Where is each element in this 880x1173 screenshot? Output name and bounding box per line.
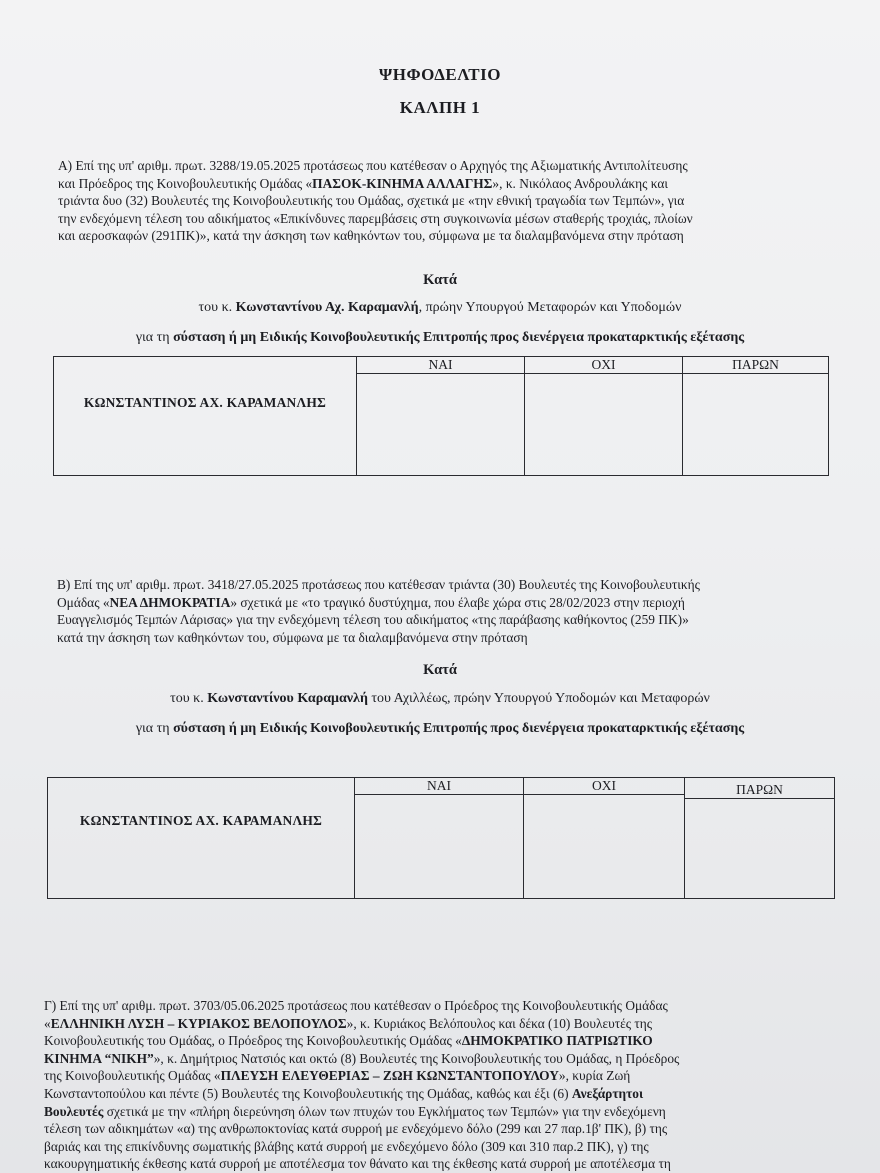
section-a-line [58,192,826,210]
section-a-no-column [525,357,683,475]
section-b-kata: Κατά [423,662,457,678]
section-b-present-column [685,778,834,898]
section-a-yes-box[interactable] [357,375,524,475]
bold-text: ΝΕΑ ΔΗΜΟΚΡΑΤΙΑ [109,594,231,610]
bold-text: ΕΛΛΗΝΙΚΗ ΛΥΣΗ – ΚΥΡΙΑΚΟΣ ΒΕΛΟΠΟΥΛΟΣ [50,1015,347,1031]
bold-text: ΔΗΜΟΚΡΑΤΙΚΟ ΠΑΤΡΙΩΤΙΚΟ [461,1033,653,1049]
section-b-line [57,576,831,594]
section-b-person [0,691,880,707]
text-run: την ενδεχόμενη τέλεση του αδικήματος «Επικίνδυνες παρεμβάσεις στη συγκοινωνία μέσων σταθερής τροχιάς, πλοίων [58,210,693,226]
bold-text: ΠΑΣΟΚ-ΚΙΝΗΜΑ ΑΛΛΑΓΗΣ [312,175,493,191]
text-run: Β) Επί της υπ' αριθμ. πρωτ. 3418/27.05.2025 προτάσεως που κατέθεσαν τριάντα (30) Βουλευτές της Κοινοβουλευτικής [57,577,700,592]
text-run: τέλεση των αδικημάτων «α) της ανθρωποκτονίας κατά συρροή με ενδεχόμενο δόλο (299 και 27 παρ.1β' ΠΚ), β) της [44,1121,668,1137]
text-run: », κ. Δημήτριος Νατσιός και οκτώ (8) Βουλευτές της Κοινοβουλευτικής του Ομάδας, η Πρόεδρος [153,1050,680,1066]
text-run: », κ. Κυριάκος Βελόπουλος και δέκα (10) Βουλευτές της [346,1015,653,1031]
section-b-line [57,611,831,629]
section-c-line [44,1103,836,1121]
text-run: » σχετικά με «το τραγικό δυστύχημα, που έλαβε χώρα στις 28/02/2023 στην περιοχή [230,594,685,610]
section-a-present-column [683,357,828,475]
section-b-yes-box[interactable] [355,796,523,898]
section-a-line [58,175,826,193]
section-a-line [58,210,826,228]
text-run: βαριάς και της επικίνδυνης σωματικής βλάβης κατά συρροή με ενδεχόμενο δόλο (309 και 310 παρ.2 ΠΚ), γ) της [44,1138,649,1154]
section-b-no-column [524,778,685,898]
section-a-line [58,157,826,175]
section-c-line [44,997,836,1015]
text-run: « [44,1015,51,1031]
section-c-text [44,997,836,1173]
section-b-purpose-prefix: για τη [135,721,174,736]
text-run: Γ) Επί της υπ' αριθμ. πρωτ. 3703/05.06.2025 προτάσεως που κατέθεσαν ο Πρόεδρος της Κοινοβουλευτικής Ομάδας [44,998,668,1013]
text-run: και αεροσκαφών (291ΠΚ)», κατά την άσκηση των καθηκόντων του, σύμφωνα με τα διαλαμβανόμενα στην πρόταση [58,228,684,244]
section-b-name-cell [48,778,355,898]
section-c-line [44,1015,836,1033]
section-b-purpose-text: σύσταση ή μη Ειδικής Κοινοβουλευτικής Επιτροπής προς διενέργεια προκαταρκτικής εξέτασης [173,721,745,736]
text-run: Κοινοβουλευτικής του Ομάδας, ο Πρόεδρος της Κοινοβουλευτικής Ομάδας « [44,1033,462,1049]
section-a-no-box[interactable] [525,375,682,475]
bold-text: Ανεξάρτητοι [571,1085,644,1101]
text-run: της Κοινοβουλευτικής Ομάδας « [44,1068,221,1084]
section-b-person-name: Κωνσταντίνου Καραμανλή [207,691,368,706]
section-a-person-suffix: , πρώην Υπουργού Μεταφορών και Υποδομών [418,300,682,315]
document-title: ΨΗΦΟΔΕΛΤΙΟ [379,65,501,84]
text-run: κακουργηματικής έκθεσης κατά συρροή με αποτέλεσμα τον θάνατο και της έκθεσης κατά συρροή με αποτέλεσμα τη [44,1156,671,1172]
section-a-purpose [0,330,880,346]
section-b-no-header: ΟΧΙ [524,778,684,795]
section-a-text [58,157,826,245]
text-run: Α) Επί της υπ' αριθμ. πρωτ. 3288/19.05.2025 προτάσεως που κατέθεσαν ο Αρχηγός της Αξιωματικής Αντιπολίτευσης [58,158,688,173]
section-b-text [57,576,831,646]
section-a-person-prefix: του κ. [198,300,236,315]
section-a-person-name: Κωνσταντίνου Αχ. Καραμανλή [235,300,419,315]
bold-text: ΚΙΝΗΜΑ “ΝΙΚΗ” [44,1050,154,1066]
section-a-line [58,227,826,245]
section-a-purpose-prefix: για τη [135,330,174,345]
text-run: », κυρία Ζωή [558,1068,631,1084]
text-run: », κ. Νικόλαος Ανδρουλάκης και [492,175,668,191]
section-c-line [44,1155,836,1173]
section-a-present-header: ΠΑΡΩΝ [683,357,828,374]
text-run: κατά την άσκηση των καθηκόντων του, σύμφωνα με τα διαλαμβανόμενα στην πρόταση [57,629,528,645]
section-b-present-header: ΠΑΡΩΝ [685,782,834,799]
ballot-box-label: ΚΑΛΠΗ 1 [399,98,481,117]
section-a-yes-column [357,357,525,475]
section-c-line [44,1120,836,1138]
section-c-line [44,1050,836,1068]
section-a-present-box[interactable] [683,375,828,475]
section-b-yes-column [355,778,524,898]
text-run: σχετικά με την «πλήρη διερεύνηση όλων των πτυχών του Εγκλήματος των Τεμπών» για την ενδεχόμενη [103,1103,666,1119]
section-a-ballot-table [53,356,829,476]
section-a-kata: Κατά [423,272,457,288]
section-b-ballot-table [47,777,835,899]
section-a-no-header: ΟΧΙ [525,357,682,374]
bold-text: Βουλευτές [44,1103,104,1119]
section-b-no-box[interactable] [524,796,684,898]
section-a-person [0,300,880,316]
section-c-line [44,1032,836,1050]
section-b-person-suffix: του Αχιλλέως, πρώην Υπουργού Υποδομών και Μεταφορών [367,691,710,706]
section-a-name-cell [54,357,357,475]
section-a-candidate-name: ΚΩΝΣΤΑΝΤΙΝΟΣ ΑΧ. ΚΑΡΑΜΑΝΛΗΣ [83,395,327,410]
text-run: Ομάδας « [57,594,110,610]
section-c-line [44,1067,836,1085]
text-run: Ευαγγελισμός Τεμπών Λάρισας» για την ενδεχόμενη τέλεση του αδικήματος «της παράβασης καθήκοντος (259 ΠΚ)» [57,612,689,628]
text-run: τριάντα δυο (32) Βουλευτές της Κοινοβουλευτικής του Ομάδας, σχετικά με «την εθνική τραγωδία των Τεμπών», για [58,193,685,209]
section-c-line [44,1085,836,1103]
text-run: Κωνσταντοπούλου και πέντε (5) Βουλευτές της Κοινοβουλευτικής της Ομάδας, καθώς και έξι (6) [44,1085,572,1101]
text-run: και Πρόεδρος της Κοινοβουλευτικής Ομάδας « [58,175,313,191]
section-b-present-box[interactable] [685,796,834,898]
section-b-candidate-name: ΚΩΝΣΤΑΝΤΙΝΟΣ ΑΧ. ΚΑΡΑΜΑΝΛΗΣ [79,813,323,828]
section-b-purpose [0,721,880,737]
section-c-line [44,1138,836,1156]
section-a-yes-header: ΝΑΙ [357,357,524,374]
bold-text: ΠΛΕΥΣΗ ΕΛΕΥΘΕΡΙΑΣ – ΖΩΗ ΚΩΝΣΤΑΝΤΟΠΟΥΛΟΥ [220,1068,559,1084]
section-a-purpose-text: σύσταση ή μη Ειδικής Κοινοβουλευτικής Επιτροπής προς διενέργεια προκαταρκτικής εξέτασης [173,330,745,345]
section-b-yes-header: ΝΑΙ [355,778,523,795]
section-b-line [57,629,831,647]
section-b-person-prefix: του κ. [170,691,208,706]
section-b-line [57,594,831,612]
